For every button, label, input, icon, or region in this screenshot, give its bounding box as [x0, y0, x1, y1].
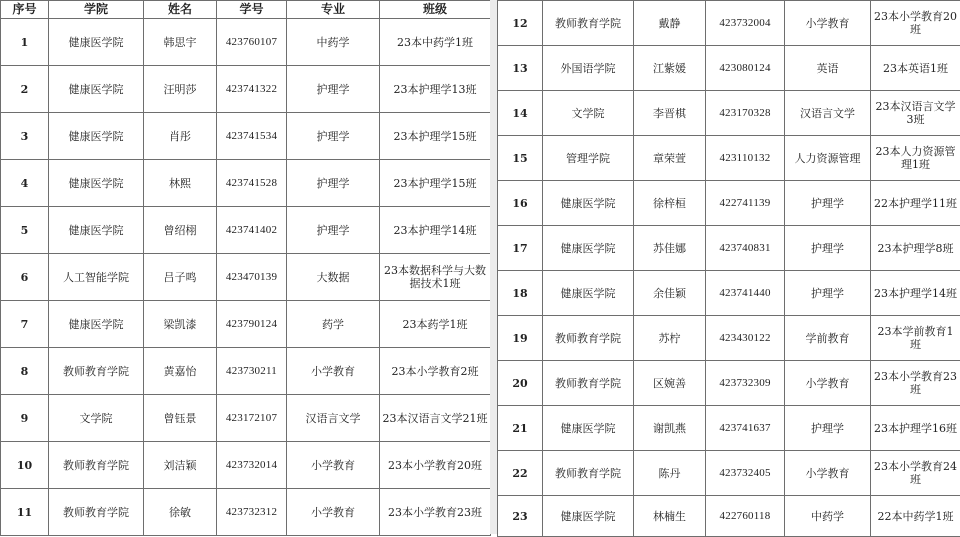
right-table-panel	[497, 0, 960, 534]
cell-student-id: 423741637	[706, 406, 785, 451]
cell-student-id: 423741440	[706, 271, 785, 316]
cell-student-id: 423170328	[706, 91, 785, 136]
table-row	[1, 348, 491, 395]
cell-name: 戴静	[634, 1, 706, 46]
table-row	[498, 1, 960, 46]
cell-major: 护理学	[785, 406, 871, 451]
page-divider	[490, 0, 497, 534]
cell-major: 护理学	[287, 113, 380, 160]
cell-class: 23本护理学14班	[871, 271, 960, 316]
table-row	[498, 271, 960, 316]
header-class: 班级	[380, 1, 491, 19]
cell-number: 8	[1, 348, 49, 395]
cell-student-id: 423740831	[706, 226, 785, 271]
cell-major: 小学教育	[287, 489, 380, 536]
table-row	[1, 207, 491, 254]
cell-class: 23本护理学15班	[380, 160, 491, 207]
cell-student-id: 423760107	[217, 19, 287, 66]
table-row	[498, 226, 960, 271]
cell-number: 22	[498, 451, 543, 496]
cell-major: 护理学	[785, 271, 871, 316]
cell-college: 健康医学院	[543, 181, 634, 226]
table-row	[498, 46, 960, 91]
cell-college: 健康医学院	[543, 406, 634, 451]
table-row	[1, 489, 491, 536]
cell-class: 23本护理学8班	[871, 226, 960, 271]
cell-college: 人工智能学院	[49, 254, 144, 301]
cell-major: 小学教育	[287, 348, 380, 395]
cell-college: 健康医学院	[543, 226, 634, 271]
cell-name: 曾绍栩	[144, 207, 217, 254]
cell-number: 2	[1, 66, 49, 113]
cell-major: 护理学	[785, 226, 871, 271]
cell-student-id: 423470139	[217, 254, 287, 301]
cell-major: 护理学	[287, 207, 380, 254]
cell-name: 曾钰景	[144, 395, 217, 442]
cell-major: 中药学	[287, 19, 380, 66]
cell-student-id: 423741322	[217, 66, 287, 113]
cell-major: 护理学	[287, 160, 380, 207]
table-row	[498, 91, 960, 136]
table-row	[1, 395, 491, 442]
cell-student-id: 422760118	[706, 496, 785, 537]
cell-college: 管理学院	[543, 136, 634, 181]
cell-college: 教师教育学院	[543, 316, 634, 361]
cell-class: 23本汉语言文学3班	[871, 91, 960, 136]
cell-number: 13	[498, 46, 543, 91]
cell-name: 黄嘉怡	[144, 348, 217, 395]
table-row	[498, 361, 960, 406]
cell-name: 吕子鸣	[144, 254, 217, 301]
cell-student-id: 423741528	[217, 160, 287, 207]
cell-name: 章荣萱	[634, 136, 706, 181]
table-row	[498, 136, 960, 181]
cell-name: 陈丹	[634, 451, 706, 496]
cell-class: 23本小学教育23班	[380, 489, 491, 536]
cell-college: 外国语学院	[543, 46, 634, 91]
table-row	[1, 254, 491, 301]
cell-student-id: 423732014	[217, 442, 287, 489]
student-table-right	[497, 0, 960, 537]
cell-student-id: 423732405	[706, 451, 785, 496]
cell-number: 15	[498, 136, 543, 181]
cell-major: 人力资源管理	[785, 136, 871, 181]
cell-major: 药学	[287, 301, 380, 348]
cell-name: 韩思宇	[144, 19, 217, 66]
cell-number: 9	[1, 395, 49, 442]
cell-name: 余佳颖	[634, 271, 706, 316]
cell-number: 12	[498, 1, 543, 46]
cell-number: 5	[1, 207, 49, 254]
cell-number: 21	[498, 406, 543, 451]
cell-college: 教师教育学院	[543, 451, 634, 496]
cell-number: 10	[1, 442, 49, 489]
cell-name: 林熙	[144, 160, 217, 207]
cell-college: 健康医学院	[543, 496, 634, 537]
cell-college: 健康医学院	[543, 271, 634, 316]
cell-class: 23本小学教育2班	[380, 348, 491, 395]
table-row	[498, 451, 960, 496]
cell-student-id: 423110132	[706, 136, 785, 181]
cell-number: 19	[498, 316, 543, 361]
cell-name: 徐敏	[144, 489, 217, 536]
cell-name: 梁凯漆	[144, 301, 217, 348]
cell-name: 谢凯燕	[634, 406, 706, 451]
cell-student-id: 423172107	[217, 395, 287, 442]
cell-major: 护理学	[287, 66, 380, 113]
cell-class: 23本人力资源管理1班	[871, 136, 960, 181]
cell-number: 23	[498, 496, 543, 537]
cell-student-id: 423790124	[217, 301, 287, 348]
cell-number: 18	[498, 271, 543, 316]
cell-name: 肖彤	[144, 113, 217, 160]
cell-major: 小学教育	[785, 1, 871, 46]
cell-class: 23本护理学14班	[380, 207, 491, 254]
table-row	[1, 160, 491, 207]
cell-class: 23本中药学1班	[380, 19, 491, 66]
cell-student-id: 423732309	[706, 361, 785, 406]
cell-class: 23本小学教育20班	[380, 442, 491, 489]
table-row	[1, 66, 491, 113]
header-number: 序号	[1, 1, 49, 19]
cell-college: 教师教育学院	[49, 348, 144, 395]
cell-college: 健康医学院	[49, 207, 144, 254]
table-row	[498, 181, 960, 226]
cell-college: 教师教育学院	[49, 442, 144, 489]
table-row	[1, 301, 491, 348]
cell-number: 17	[498, 226, 543, 271]
cell-number: 20	[498, 361, 543, 406]
cell-college: 教师教育学院	[543, 361, 634, 406]
cell-class: 22本中药学1班	[871, 496, 960, 537]
cell-class: 22本护理学11班	[871, 181, 960, 226]
cell-student-id: 423732004	[706, 1, 785, 46]
cell-college: 健康医学院	[49, 301, 144, 348]
cell-college: 文学院	[49, 395, 144, 442]
cell-student-id: 423741402	[217, 207, 287, 254]
cell-name: 徐梓桓	[634, 181, 706, 226]
cell-major: 小学教育	[287, 442, 380, 489]
header-name: 姓名	[144, 1, 217, 19]
cell-student-id: 423080124	[706, 46, 785, 91]
cell-class: 23本护理学15班	[380, 113, 491, 160]
cell-college: 健康医学院	[49, 66, 144, 113]
cell-major: 小学教育	[785, 361, 871, 406]
cell-name: 刘洁颖	[144, 442, 217, 489]
cell-number: 7	[1, 301, 49, 348]
cell-number: 14	[498, 91, 543, 136]
table-row	[1, 442, 491, 489]
cell-student-id: 423430122	[706, 316, 785, 361]
header-major: 专业	[287, 1, 380, 19]
header-college: 学院	[49, 1, 144, 19]
cell-name: 汪明莎	[144, 66, 217, 113]
cell-number: 11	[1, 489, 49, 536]
cell-name: 苏柠	[634, 316, 706, 361]
table-row	[1, 113, 491, 160]
cell-college: 健康医学院	[49, 160, 144, 207]
cell-major: 小学教育	[785, 451, 871, 496]
cell-student-id: 422741139	[706, 181, 785, 226]
cell-class: 23本数据科学与大数据技术1班	[380, 254, 491, 301]
header-student-id: 学号	[217, 1, 287, 19]
cell-class: 23本护理学13班	[380, 66, 491, 113]
cell-number: 3	[1, 113, 49, 160]
cell-student-id: 423732312	[217, 489, 287, 536]
cell-class: 23本药学1班	[380, 301, 491, 348]
cell-college: 健康医学院	[49, 19, 144, 66]
table-row	[498, 316, 960, 361]
cell-name: 林楠生	[634, 496, 706, 537]
cell-class: 23本小学教育24班	[871, 451, 960, 496]
cell-number: 1	[1, 19, 49, 66]
cell-college: 教师教育学院	[543, 1, 634, 46]
cell-name: 苏佳娜	[634, 226, 706, 271]
table-row	[1, 19, 491, 66]
cell-major: 学前教育	[785, 316, 871, 361]
cell-major: 护理学	[785, 181, 871, 226]
cell-major: 汉语言文学	[287, 395, 380, 442]
cell-major: 大数据	[287, 254, 380, 301]
cell-major: 中药学	[785, 496, 871, 537]
cell-college: 文学院	[543, 91, 634, 136]
table-row	[498, 406, 960, 451]
cell-class: 23本学前教育1班	[871, 316, 960, 361]
cell-class: 23本护理学16班	[871, 406, 960, 451]
table-header-row	[1, 1, 491, 19]
table-row	[498, 496, 960, 537]
cell-number: 4	[1, 160, 49, 207]
cell-student-id: 423730211	[217, 348, 287, 395]
cell-class: 23本小学教育20班	[871, 1, 960, 46]
cell-major: 英语	[785, 46, 871, 91]
cell-class: 23本小学教育23班	[871, 361, 960, 406]
cell-college: 健康医学院	[49, 113, 144, 160]
cell-student-id: 423741534	[217, 113, 287, 160]
cell-class: 23本汉语言文学21班	[380, 395, 491, 442]
cell-college: 教师教育学院	[49, 489, 144, 536]
cell-class: 23本英语1班	[871, 46, 960, 91]
cell-major: 汉语言文学	[785, 91, 871, 136]
cell-name: 区婉善	[634, 361, 706, 406]
cell-number: 6	[1, 254, 49, 301]
cell-name: 李晋棋	[634, 91, 706, 136]
cell-name: 江紫媛	[634, 46, 706, 91]
cell-number: 16	[498, 181, 543, 226]
